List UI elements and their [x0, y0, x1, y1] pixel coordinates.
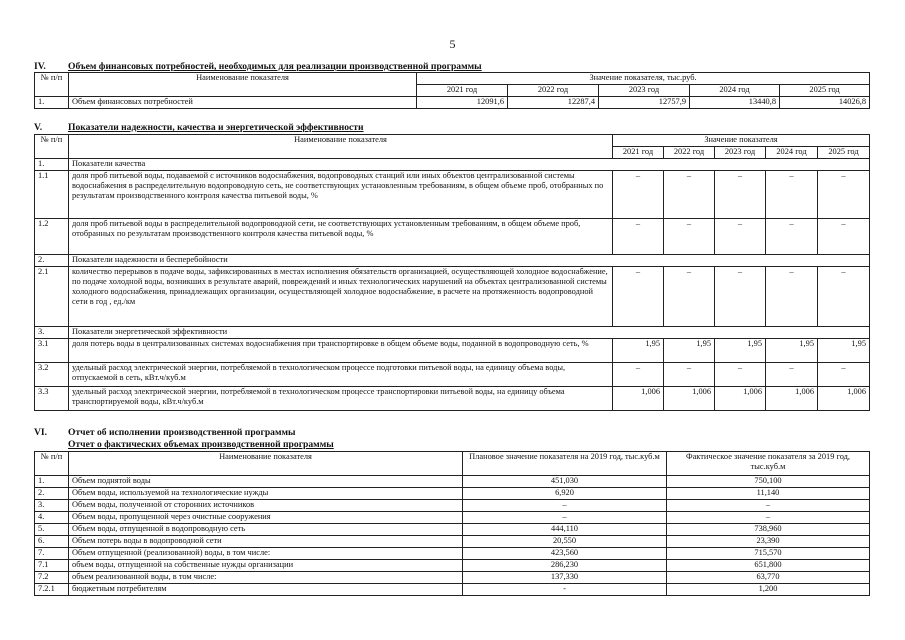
table-row [35, 267, 870, 327]
section4-title-text: Объем финансовых потребностей, необходимых для реализации производственной программы [68, 61, 482, 72]
group-name: Показатели надежности и бесперебойности [69, 255, 870, 267]
row-name: Объем отпущенной (реализованной) воды, в том числе: [69, 548, 463, 560]
financial-needs-table [34, 72, 870, 109]
row-name: Объем финансовых потребностей [69, 97, 417, 109]
row-value: 1,95 [664, 339, 715, 363]
col-num-header: № п/п [35, 452, 69, 476]
group-name: Показатели качества [69, 159, 870, 171]
row-value: – [664, 219, 715, 255]
year-header: 2021 год [613, 147, 664, 159]
row-value: 1,006 [664, 387, 715, 411]
row-plan-value: - [463, 584, 667, 596]
row-fact-value: 1,200 [667, 584, 870, 596]
row-plan-value: 444,110 [463, 524, 667, 536]
table-row [35, 339, 870, 363]
table-row [35, 97, 870, 109]
row-value: 1,006 [818, 387, 870, 411]
row-name: удельный расход электрической энергии, потребляемой в технологическом процессе подготовки питьевой воды, на единицу объема воды, отпускаемой в сеть, кВт.ч/куб.м [69, 363, 613, 387]
year-header: 2022 год [508, 85, 599, 97]
row-value: 12287,4 [508, 97, 599, 109]
row-fact-value: 651,800 [667, 560, 870, 572]
table-row [35, 363, 870, 387]
row-value: – [664, 267, 715, 327]
row-number: 1.2 [35, 219, 69, 255]
row-fact-value: 750,100 [667, 476, 870, 488]
row-value: – [613, 171, 664, 219]
row-number: 2. [35, 488, 69, 500]
row-fact-value: 715,570 [667, 548, 870, 560]
group-row [35, 159, 870, 171]
row-value: 1,006 [613, 387, 664, 411]
row-value: – [818, 219, 870, 255]
row-name: доля потерь воды в централизованных системах водоснабжения при транспортировке в общем объеме воды, поданной в водопроводную сеть, % [69, 339, 613, 363]
table-row [35, 584, 870, 596]
row-value: – [613, 363, 664, 387]
group-name: Показатели энергетической эффективности [69, 327, 870, 339]
col-num-header: № п/п [35, 73, 69, 97]
table-row [35, 548, 870, 560]
table-row [35, 536, 870, 548]
row-plan-value: 6,920 [463, 488, 667, 500]
row-number: 7.2 [35, 572, 69, 584]
col-plan-header: Плановое значение показателя на 2019 год, тыс.куб.м [463, 452, 667, 476]
row-number: 1. [35, 97, 69, 109]
table-row [35, 171, 870, 219]
table-row [35, 476, 870, 488]
row-value: – [664, 171, 715, 219]
row-name: количество перерывов в подаче воды, зафиксированных в местах исполнения обязательств организацией, осуществляющей холодное водоснабжение, по подаче холодной воды, возникших в результате аварий, повреждений и иных технологических нарушений на объектах централизованной системы холодного водоснабжения, принадлежащих организации, осуществляющей холодное водоснабжение, в расчете на протяженность водопроводной сети в год , ед./км [69, 267, 613, 327]
row-value: – [715, 363, 766, 387]
row-value: – [818, 171, 870, 219]
row-number: 4. [35, 512, 69, 524]
row-value: – [664, 363, 715, 387]
year-header: 2024 год [690, 85, 780, 97]
row-name: удельный расход электрической энергии, потребляемой в технологическом процессе транспортировки питьевой воды, на единицу объема транспортируемой воды, кВт.ч/куб.м [69, 387, 613, 411]
row-number: 2. [35, 255, 69, 267]
section6-title-text: Отчет об исполнении производственной программы [68, 427, 296, 438]
row-number: 1. [35, 159, 69, 171]
row-plan-value: 286,230 [463, 560, 667, 572]
section4-title [34, 61, 482, 72]
year-header: 2021 год [417, 85, 508, 97]
table-row [35, 488, 870, 500]
row-value: 12757,9 [599, 97, 690, 109]
table-row [35, 512, 870, 524]
row-name: объем воды, отпущенной на собственные нужды организации [69, 560, 463, 572]
row-number: 2.1 [35, 267, 69, 327]
row-value: – [766, 363, 818, 387]
year-header: 2025 год [780, 85, 870, 97]
row-value: 1,95 [613, 339, 664, 363]
row-number: 3.3 [35, 387, 69, 411]
row-number: 6. [35, 536, 69, 548]
row-plan-value: 20,550 [463, 536, 667, 548]
group-row [35, 255, 870, 267]
row-value: 14026,8 [780, 97, 870, 109]
row-number: 7.1 [35, 560, 69, 572]
row-name: Объем воды, используемой на технологические нужды [69, 488, 463, 500]
year-header: 2024 год [766, 147, 818, 159]
row-name: объем реализованной воды, в том числе: [69, 572, 463, 584]
row-number: 5. [35, 524, 69, 536]
year-header: 2022 год [664, 147, 715, 159]
row-number: 3. [35, 500, 69, 512]
table-row [35, 387, 870, 411]
row-value: – [613, 219, 664, 255]
section5-title-text: Показатели надежности, качества и энергетической эффективности [68, 122, 364, 133]
row-fact-value: – [667, 500, 870, 512]
row-plan-value: 423,560 [463, 548, 667, 560]
row-value: – [613, 267, 664, 327]
col-fact-header: Фактическое значение показателя за 2019 год, тыс.куб.м [667, 452, 870, 476]
row-name: Объем потерь воды в водопроводной сети [69, 536, 463, 548]
row-name: Объем воды, полученной от сторонних источников [69, 500, 463, 512]
row-fact-value: 738,960 [667, 524, 870, 536]
table-row [35, 500, 870, 512]
table-row [35, 560, 870, 572]
row-name: бюджетным потребителям [69, 584, 463, 596]
row-name: Объем воды, пропущенной через очистные сооружения [69, 512, 463, 524]
col-num-header: № п/п [35, 135, 69, 159]
col-name-header: Наименование показателя [69, 73, 417, 97]
row-value: – [766, 219, 818, 255]
section4-number: IV. [34, 61, 46, 72]
year-header: 2023 год [715, 147, 766, 159]
year-header: 2023 год [599, 85, 690, 97]
reliability-quality-table [34, 134, 870, 411]
section6-subtitle: Отчет о фактических объемах производственной программы [68, 439, 334, 450]
row-value: 1,006 [766, 387, 818, 411]
col-value-header: Значение показателя, тыс.руб. [417, 73, 870, 85]
row-value: 1,006 [715, 387, 766, 411]
group-row [35, 327, 870, 339]
row-value: – [766, 171, 818, 219]
row-number: 1. [35, 476, 69, 488]
col-name-header: Наименование показателя [69, 135, 613, 159]
row-number: 1.1 [35, 171, 69, 219]
section5-number: V. [34, 122, 43, 133]
row-value: – [818, 267, 870, 327]
col-name-header: Наименование показателя [69, 452, 463, 476]
row-fact-value: 23,390 [667, 536, 870, 548]
row-fact-value: 63,770 [667, 572, 870, 584]
row-value: – [715, 171, 766, 219]
row-name: Объем воды, отпущенной в водопроводную сеть [69, 524, 463, 536]
row-value: 1,95 [818, 339, 870, 363]
row-plan-value: – [463, 512, 667, 524]
row-number: 3. [35, 327, 69, 339]
row-value: 13440,8 [690, 97, 780, 109]
row-value: 1,95 [715, 339, 766, 363]
col-value-header: Значение показателя [613, 135, 870, 147]
row-plan-value: 137,330 [463, 572, 667, 584]
section6-number: VI. [34, 427, 48, 438]
table-row [35, 572, 870, 584]
row-name: доля проб питьевой воды в распределительной водопроводной сети, не соответствующих установленным требованиям, в общем объеме проб, отобранных по результатам производственного контроля качества питьевой воды, % [69, 219, 613, 255]
row-name: Объем поднятой воды [69, 476, 463, 488]
table-row [35, 219, 870, 255]
row-value: – [766, 267, 818, 327]
row-number: 7. [35, 548, 69, 560]
row-number: 3.2 [35, 363, 69, 387]
row-plan-value: 451,030 [463, 476, 667, 488]
row-number: 3.1 [35, 339, 69, 363]
production-volumes-table [34, 451, 870, 596]
table-row [35, 524, 870, 536]
section5-title [34, 122, 364, 133]
row-value: 12091,6 [417, 97, 508, 109]
row-value: – [715, 219, 766, 255]
year-header: 2025 год [818, 147, 870, 159]
row-value: 1,95 [766, 339, 818, 363]
row-value: – [715, 267, 766, 327]
row-value: – [818, 363, 870, 387]
page-number: 5 [449, 37, 456, 51]
row-plan-value: – [463, 500, 667, 512]
row-number: 7.2.1 [35, 584, 69, 596]
row-fact-value: – [667, 512, 870, 524]
row-name: доля проб питьевой воды, подаваемой с источников водоснабжения, водопроводных станций или иных объектов централизованной системы водоснабжения в распределительную водопроводную сеть, не соответствующих установленным требованиям, в общем объеме проб, отобранных по результатам производственного контроля качества питьевой воды, % [69, 171, 613, 219]
row-fact-value: 11,140 [667, 488, 870, 500]
section6-title [34, 427, 296, 438]
